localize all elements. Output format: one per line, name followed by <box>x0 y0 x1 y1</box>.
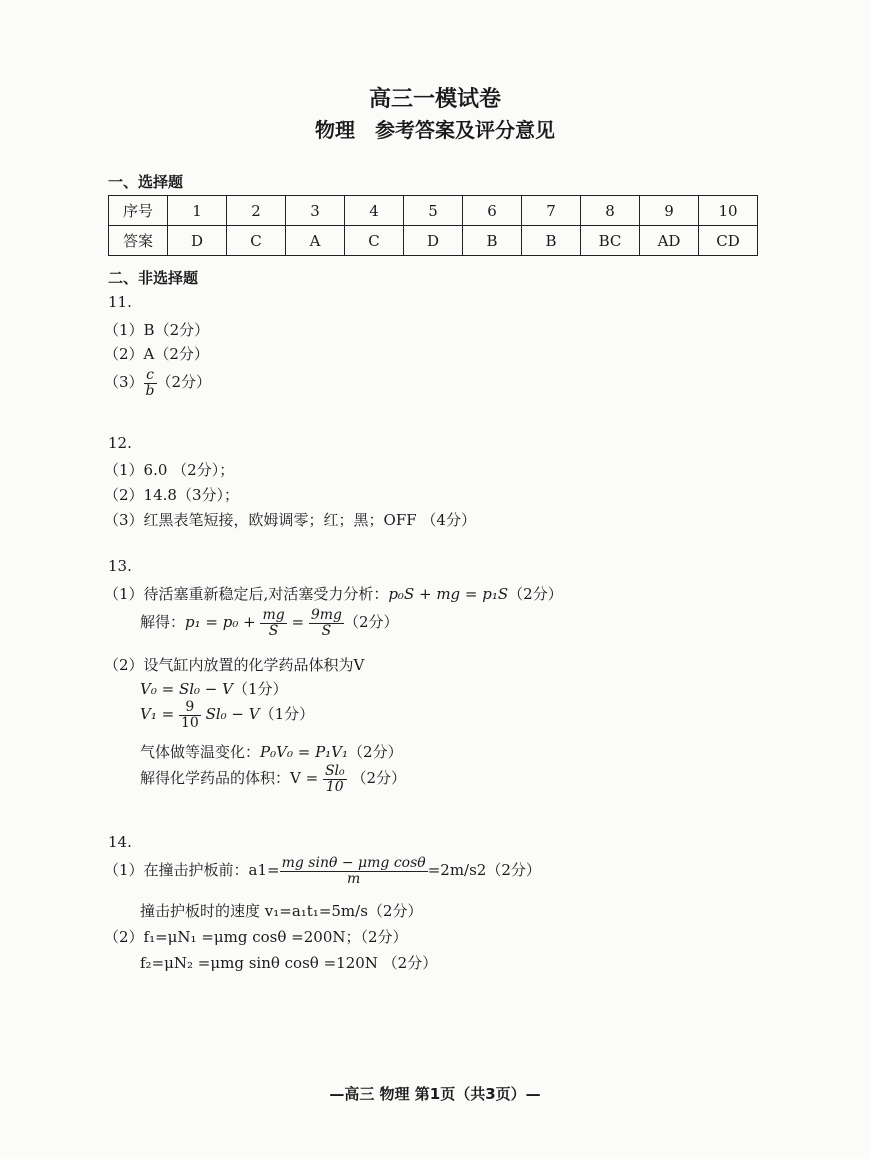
page-footer: —高三 物理 第1页（共3页）— <box>329 1085 541 1103</box>
question-number-14: 14. <box>108 833 132 851</box>
score: （2分） <box>344 613 399 632</box>
answer-prefix: （3） <box>104 373 144 392</box>
answer-line: （1）B（2分） <box>104 321 210 339</box>
fraction <box>323 764 347 794</box>
fraction-numerator: c <box>144 368 157 384</box>
equation: Sl₀ − V <box>205 705 260 724</box>
equals-sign: = <box>291 613 305 632</box>
answer-line <box>140 741 403 762</box>
table-cell: CD <box>699 226 758 256</box>
exam-title: 高三一模试卷 <box>368 87 501 112</box>
answer-line-fraction <box>104 368 211 398</box>
table-cell: 8 <box>581 196 640 226</box>
table-cell: 1 <box>168 196 227 226</box>
table-header-cell: 答案 <box>109 226 168 256</box>
equation: P₀V₀ = P₁V₁ <box>260 743 349 761</box>
table-cell: 2 <box>227 196 286 226</box>
answer-line <box>140 678 288 699</box>
answer-line-fraction <box>140 608 399 638</box>
table-cell: 3 <box>286 196 345 226</box>
equation: V₁ = <box>140 705 175 724</box>
table-cell: 6 <box>463 196 522 226</box>
fraction-numerator: mg sinθ − μmg cosθ <box>281 855 426 871</box>
table-row-numbers <box>109 196 758 226</box>
answer-line: （2）14.8（3分）； <box>104 486 239 504</box>
fraction-numerator: 9mg <box>310 607 343 623</box>
answer-text: （1）在撞击护板前：a1= <box>104 861 280 880</box>
table-cell: 5 <box>404 196 463 226</box>
fraction <box>309 608 344 638</box>
fraction-numerator: Sl₀ <box>324 763 345 779</box>
table-cell: 7 <box>522 196 581 226</box>
answer-line: （2）f₁=μN₁ =μmg cosθ =200N；（2分） <box>104 928 408 946</box>
table-cell: BC <box>581 226 640 256</box>
answer-line-fraction <box>140 700 314 730</box>
score: （1分） <box>259 705 315 724</box>
table-row-answers <box>109 226 758 256</box>
score: （2分） <box>508 585 563 603</box>
answer-line: （1）6.0 （2分）； <box>104 461 235 479</box>
answer-line: （2）设气缸内放置的化学药品体积为V <box>104 656 365 674</box>
fraction-denominator: 10 <box>325 778 344 795</box>
table-cell: D <box>168 226 227 256</box>
answer-line-fraction <box>140 764 406 794</box>
answer-tail: =2m/s2（2分） <box>427 861 541 880</box>
answer-line-fraction <box>104 856 541 886</box>
fraction <box>260 608 286 638</box>
table-cell: D <box>404 226 463 256</box>
answer-table <box>108 195 758 256</box>
fraction-numerator: 9 <box>179 700 201 716</box>
score: （2分） <box>348 743 403 761</box>
equation: p₁ = p₀ + <box>185 613 256 632</box>
fraction <box>179 700 201 730</box>
table-cell: C <box>345 226 404 256</box>
section-heading-choice: 一、选择题 <box>108 173 184 191</box>
answer-line: （2）A（2分） <box>104 345 209 363</box>
fraction <box>144 368 157 398</box>
answer-line <box>104 583 563 604</box>
table-cell: B <box>522 226 581 256</box>
answer-line: 撞击护板时的速度 v₁=a₁t₁=5m/s（2分） <box>140 902 423 920</box>
table-cell: 10 <box>699 196 758 226</box>
question-number-12: 12. <box>108 434 132 452</box>
equation: p₀S + mg = p₁S <box>388 585 509 603</box>
answer-text: （1）待活塞重新稳定后,对活塞受力分析： <box>104 585 389 603</box>
fraction <box>280 856 428 886</box>
fraction-denominator: m <box>347 870 361 887</box>
exam-subtitle: 物理 参考答案及评分意见 <box>315 118 555 142</box>
answer-line: （3）红黑表笔短接，欧姆调零；红；黑；OFF （4分） <box>104 511 476 529</box>
answer-line: f₂=μN₂ =μmg sinθ cosθ =120N （2分） <box>140 954 438 972</box>
fraction-denominator: S <box>321 622 332 639</box>
question-number-11: 11. <box>108 293 132 311</box>
score: （2分） <box>351 769 406 788</box>
question-number-13: 13. <box>108 557 132 575</box>
answer-text: 气体做等温变化： <box>140 743 261 761</box>
fraction-denominator: b <box>145 382 155 399</box>
answer-text: 解得： <box>140 613 186 632</box>
equation: V₀ = Sl₀ − V <box>140 680 233 698</box>
table-cell: 9 <box>640 196 699 226</box>
table-cell: 4 <box>345 196 404 226</box>
equation: V = <box>290 769 319 788</box>
table-cell: C <box>227 226 286 256</box>
answer-text: 解得化学药品的体积： <box>140 769 291 788</box>
score: （2分） <box>156 373 212 392</box>
table-cell: B <box>463 226 522 256</box>
section-heading-nonchoice: 二、非选择题 <box>108 269 199 287</box>
table-header-cell: 序号 <box>109 196 168 226</box>
fraction-denominator: 10 <box>180 714 199 731</box>
score: （1分） <box>232 680 288 698</box>
fraction-numerator: mg <box>262 607 285 623</box>
table-cell: A <box>286 226 345 256</box>
fraction-denominator: S <box>268 622 279 639</box>
table-cell: AD <box>640 226 699 256</box>
